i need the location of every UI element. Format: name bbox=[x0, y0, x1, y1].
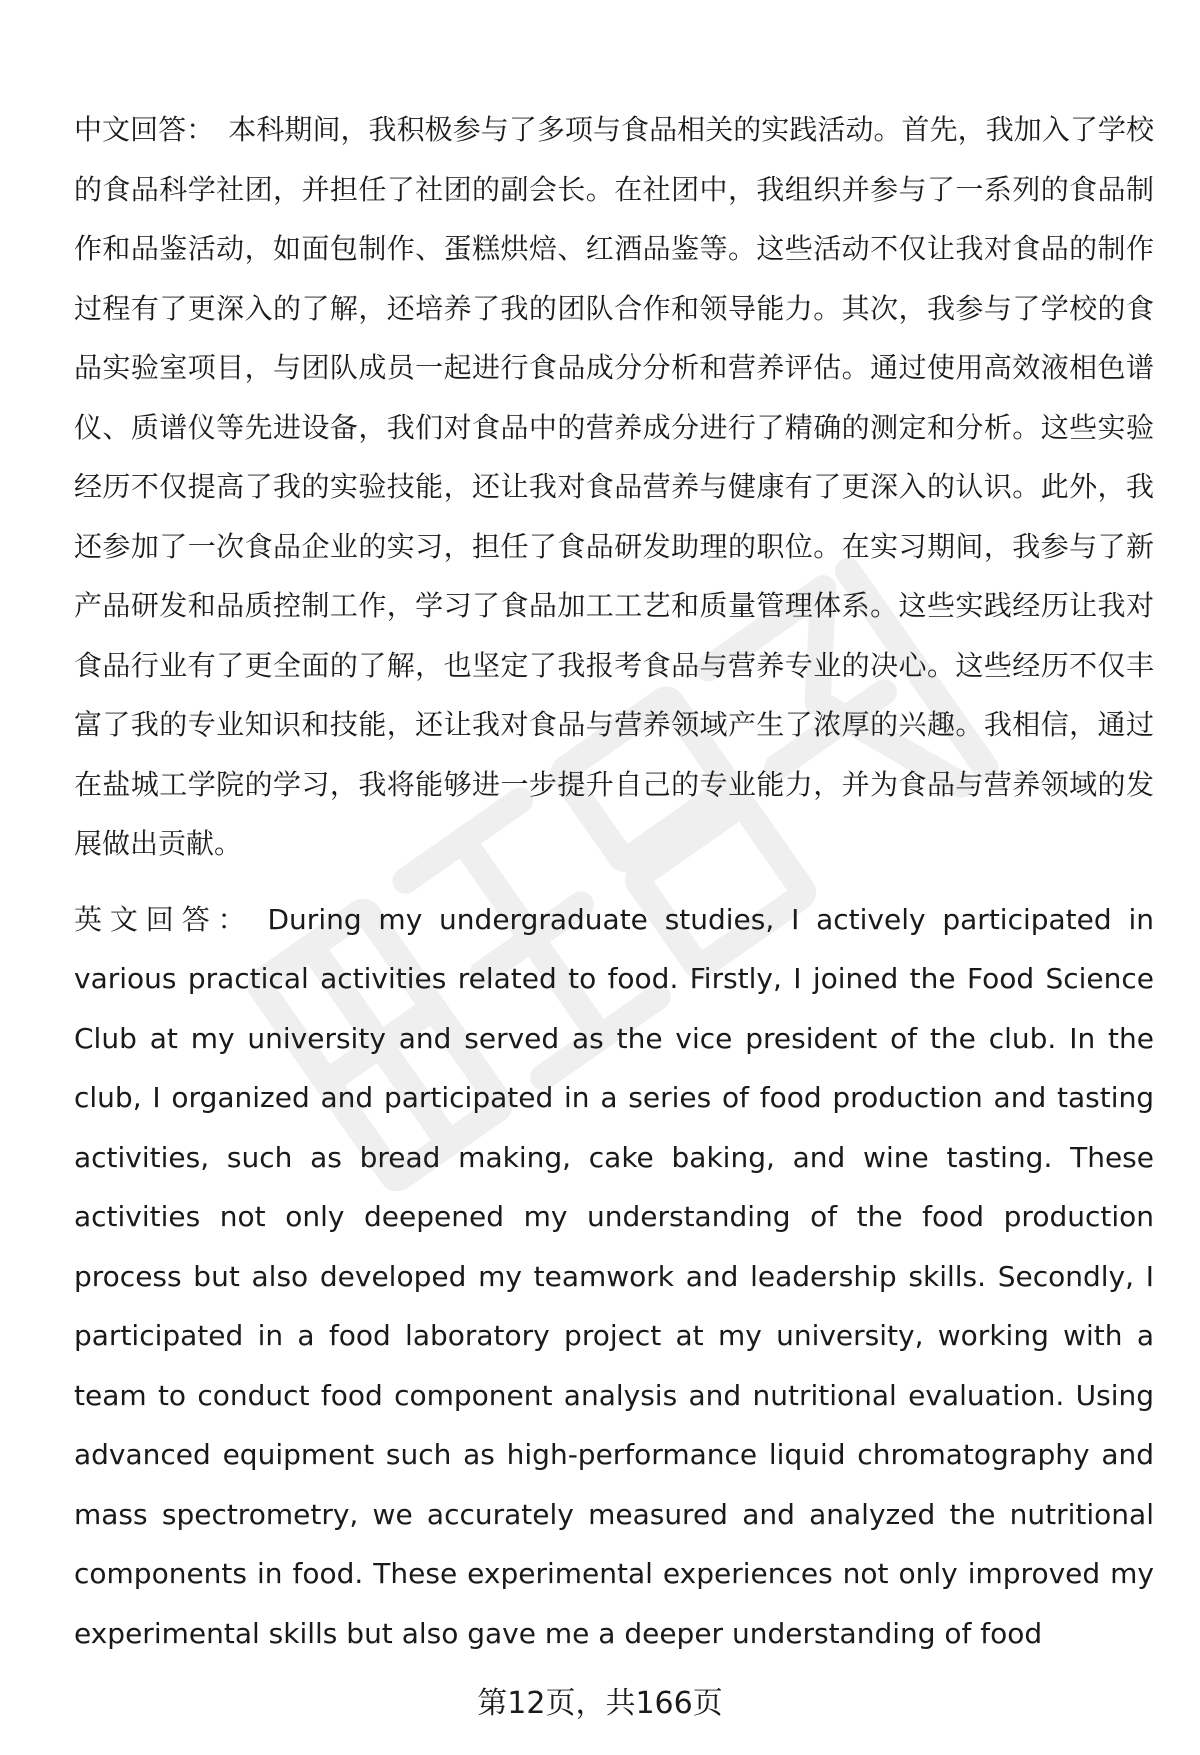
chinese-answer-text: 本科期间，我积极参与了多项与食品相关的实践活动。首先，我加入了学校的食品科学社团，并担任了社团的副会长。在社团中，我组织并参与了一系列的食品制作和品鉴活动，如面包制作、蛋糕烘焙、红酒品鉴等。这些活动不仅让我对食品的制作过程有了更深入的了解，还培养了我的团队合作和领导能力。其次，我参与了学校的食品实验室项目，与团队成员一起进行食品成分分析和营养评估。通过使用高效液相色谱仪、质谱仪等先进设备，我们对食品中的营养成分进行了精确的测定和分析。这些实验经历不仅提高了我的实验技能，还让我对食品营养与健康有了更深入的认识。此外，我还参加了一次食品企业的实习，担任了食品研发助理的职位。在实习期间，我参与了新产品研发和品质控制工作，学习了食品加工工艺和质量管理体系。这些实践经历让我对食品行业有了更全面的了解，也坚定了我报考食品与营养专业的决心。这些经历不仅丰富了我的专业知识和技能，还让我对食品与营养领域产生了浓厚的兴趣。我相信，通过在盐城工学院的学习，我将能够进一步提升自己的专业能力，并为食品与营养领域的发展做出贡献。 bbox=[74, 113, 1154, 860]
page-content bbox=[74, 100, 1154, 1663]
chinese-answer-label: 中文回答： bbox=[74, 113, 215, 146]
page-number: 第12页，共166页 bbox=[477, 1686, 723, 1721]
chinese-answer bbox=[74, 100, 1154, 874]
english-answer-label: 英文回答： bbox=[74, 902, 254, 936]
english-answer bbox=[74, 890, 1154, 1664]
english-answer-text: During my undergraduate studies, I actively participated in various practical activities related to food. Firstly, I joined the Food Science Club at my university and served as the vice president of the club. In the club, I organized and participated in a series of food production and tasting activities, such as bread making, cake baking, and wine tasting. These activities not only deepened my understanding of the food production process but also developed my teamwork and leadership skills. Secondly, I participated in a food laboratory project at my university, working with a team to conduct food component analysis and nutritional evaluation. Using advanced equipment such as high-performance liquid chromatography and mass spectrometry, we accurately measured and analyzed the nutritional components in food. These experimental experiences not only improved my experimental skills but also gave me a deeper understanding of food bbox=[74, 902, 1154, 1650]
